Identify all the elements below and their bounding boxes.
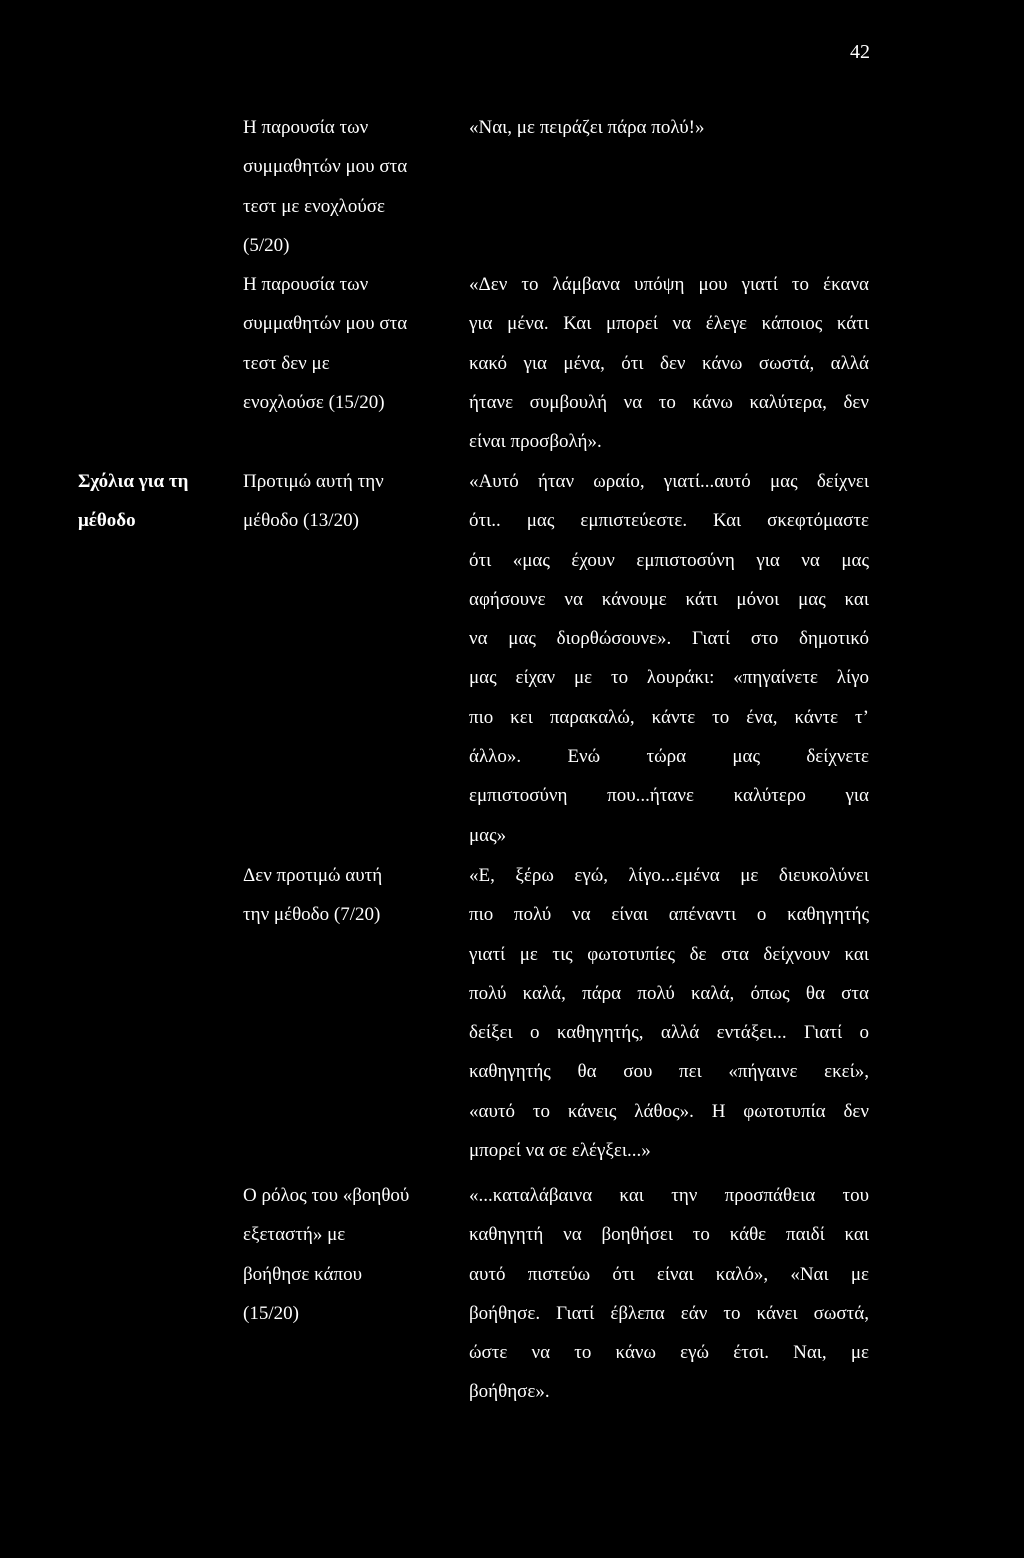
category-label-line: μέθοδο	[78, 510, 136, 532]
page-number: 42	[850, 41, 870, 63]
quote-cell	[469, 1176, 869, 1412]
quote-line: πιο πολύ να είναι απέναντι ο καθηγητής	[469, 904, 869, 926]
response-line: συμμαθητών μου στα	[243, 156, 408, 178]
response-line: ενοχλούσε (15/20)	[243, 391, 385, 413]
response-cell	[243, 108, 448, 265]
quote-line: μπορεί να σε ελέγξει...»	[469, 1140, 651, 1162]
quote-line: εμπιστοσύνη που...ήτανε καλύτερο για	[469, 785, 869, 807]
quote-line: άλλο». Ενώ τώρα μας δείχνετε	[469, 746, 869, 768]
quote-line: «...καταλάβαινα και την προσπάθεια του	[469, 1185, 869, 1206]
quote-line: γιατί με τις φωτοτυπίες δε στα δείχνουν και	[469, 943, 869, 965]
quote-cell	[469, 856, 869, 1170]
quote-cell	[469, 108, 869, 147]
response-line: συμμαθητών μου στα	[243, 313, 408, 335]
quote-line: είναι προσβολή».	[469, 431, 602, 453]
quote-line: να μας διορθώσουνε». Γιατί στο δημοτικό	[469, 628, 869, 650]
quote-line: μας»	[469, 824, 507, 846]
quote-line: βοήθησε. Γιατί έβλεπα εάν το κάνει σωστά,	[469, 1302, 869, 1324]
response-cell	[243, 1176, 448, 1333]
response-line: Ο ρόλος του «βοηθού	[243, 1185, 410, 1206]
quote-line: πιο κει παρακαλώ, κάντε το ένα, κάντε τ’	[469, 706, 869, 728]
response-line: Δεν προτιμώ αυτή	[243, 865, 383, 886]
quote-line: βοήθησε».	[469, 1381, 550, 1403]
quote-line: «Ναι, με πειράζει πάρα πολύ!»	[469, 117, 705, 138]
quote-line: πολύ καλά, πάρα πολύ καλά, όπως θα στα	[469, 982, 869, 1004]
quote-line: «Δεν το λάμβανα υπόψη μου γιατί το έκανα	[469, 274, 869, 295]
response-line: τεστ δεν με	[243, 352, 330, 374]
response-line: εξεταστή» με	[243, 1224, 346, 1246]
quote-line: «Ε, ξέρω εγώ, λίγο...εμένα με διευκολύνει	[469, 865, 869, 886]
quote-line: ότι.. μας εμπιστεύεστε. Και σκεφτόμαστε	[469, 510, 869, 532]
response-line: μέθοδο (13/20)	[243, 510, 359, 532]
quote-line: αφήσουνε να κάνουμε κάτι μόνοι μας και	[469, 588, 869, 610]
response-cell	[243, 462, 448, 541]
category-label-line: Σχόλια για τη	[78, 471, 189, 492]
response-cell	[243, 856, 448, 935]
quote-line: καθηγητή να βοηθήσει το κάθε παιδί και	[469, 1224, 869, 1246]
quote-cell	[469, 462, 869, 855]
quote-line: «Αυτό ήταν ωραίο, γιατί...αυτό μας δείχνει	[469, 471, 869, 492]
response-line: (15/20)	[243, 1302, 299, 1324]
response-line: Προτιμώ αυτή την	[243, 471, 384, 492]
response-line: τεστ με ενοχλούσε	[243, 195, 385, 217]
response-line: Η παρουσία των	[243, 117, 369, 138]
quote-cell	[469, 265, 869, 461]
quote-line: για μένα. Και μπορεί να έλεγε κάποιος κάτι	[469, 313, 869, 335]
quote-line: κακό για μένα, ότι δεν κάνω σωστά, αλλά	[469, 352, 869, 374]
quote-line: ήτανε συμβουλή να το κάνω καλύτερα, δεν	[469, 391, 869, 413]
category-cell	[78, 462, 228, 541]
response-line: (5/20)	[243, 234, 290, 256]
quote-line: δείξει ο καθηγητής, αλλά εντάξει... Γιατί ο	[469, 1022, 869, 1044]
response-cell	[243, 265, 448, 422]
quote-line: ώστε να το κάνω εγώ έτσι. Ναι, με	[469, 1342, 869, 1364]
quote-line: αυτό πιστεύω ότι είναι καλό», «Ναι με	[469, 1263, 869, 1285]
response-line: βοήθησε κάπου	[243, 1263, 362, 1285]
quote-line: μας είχαν με το λουράκι: «πηγαίνετε λίγο	[469, 667, 869, 689]
quote-line: ότι «μας έχουν εμπιστοσύνη για να μας	[469, 549, 869, 571]
quote-line: καθηγητής θα σου πει «πήγαινε εκεί»,	[469, 1061, 869, 1083]
response-line: την μέθοδο (7/20)	[243, 904, 381, 926]
response-line: Η παρουσία των	[243, 274, 369, 295]
quote-line: «αυτό το κάνεις λάθος». Η φωτοτυπία δεν	[469, 1100, 869, 1122]
